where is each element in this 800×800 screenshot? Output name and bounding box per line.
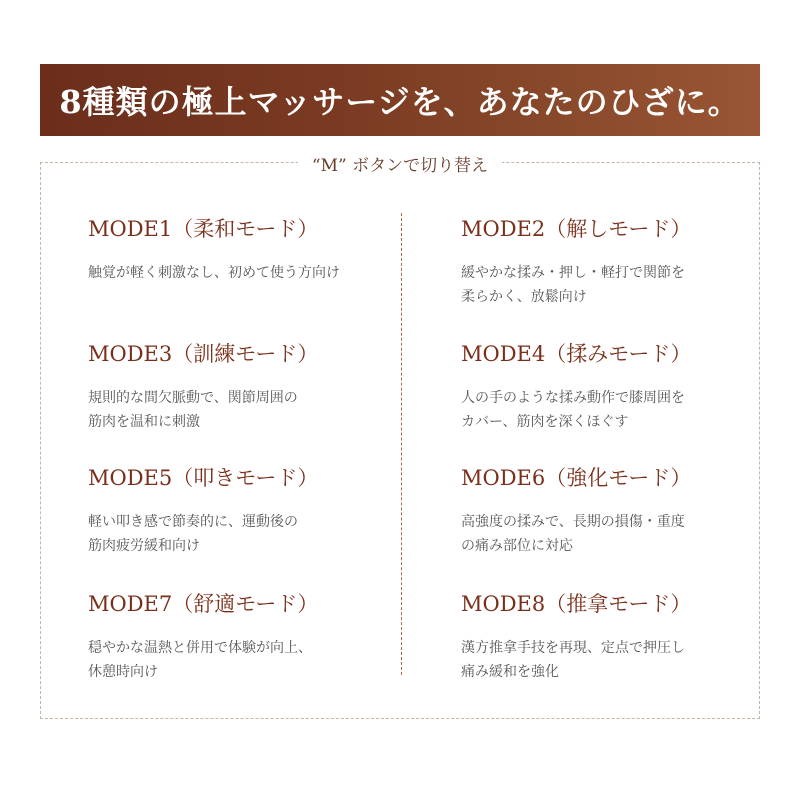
mode-description: 漢方推拿手技を再現、定点で押圧し 痛み緩和を強化 <box>461 640 685 680</box>
mode-6 <box>461 464 751 558</box>
column-divider <box>401 213 402 675</box>
banner-title: 8種類の極上マッサージを、あなたのひざに。 <box>59 83 741 121</box>
mode-title: MODE2（解しモード） <box>461 217 692 241</box>
mode-description: 緩やかな揉み・押し・軽打で関節を 柔らかく、放鬆向け <box>461 265 685 305</box>
mode-description: 人の手のような揉み動作で膝周囲を カバー、筋肉を深くほぐす <box>461 390 685 430</box>
mode-title: MODE8（推拿モード） <box>461 592 692 616</box>
mode-2 <box>461 215 751 309</box>
mode-title: MODE5（叩きモード） <box>88 466 319 490</box>
mode-title: MODE3（訓練モード） <box>88 342 319 366</box>
mode-8 <box>461 590 751 684</box>
mode-1 <box>88 215 378 285</box>
subheading: “M” ボタンで切り替え <box>298 151 502 176</box>
mode-title: MODE7（舒適モード） <box>88 592 319 616</box>
mode-description: 触覚が軽く刺激なし、初めて使う方向け <box>88 265 340 281</box>
mode-description: 高強度の揉みで、長期の損傷・重度 の痛み部位に対応 <box>461 514 685 554</box>
mode-title: MODE4（揉みモード） <box>461 342 692 366</box>
mode-3 <box>88 340 378 434</box>
mode-title: MODE6（強化モード） <box>461 466 692 490</box>
mode-description: 規則的な間欠脈動で、関節周囲の 筋肉を温和に刺激 <box>88 390 298 430</box>
mode-7 <box>88 590 378 684</box>
mode-description: 軽い叩き感で節奏的に、運動後の 筋肉疲労緩和向け <box>88 514 298 554</box>
modes-panel <box>40 156 760 719</box>
mode-title: MODE1（柔和モード） <box>88 217 319 241</box>
mode-4 <box>461 340 751 434</box>
header-banner <box>40 64 760 136</box>
mode-description: 穏やかな温熱と併用で体験が向上、 休憩時向け <box>88 640 312 680</box>
mode-5 <box>88 464 378 558</box>
